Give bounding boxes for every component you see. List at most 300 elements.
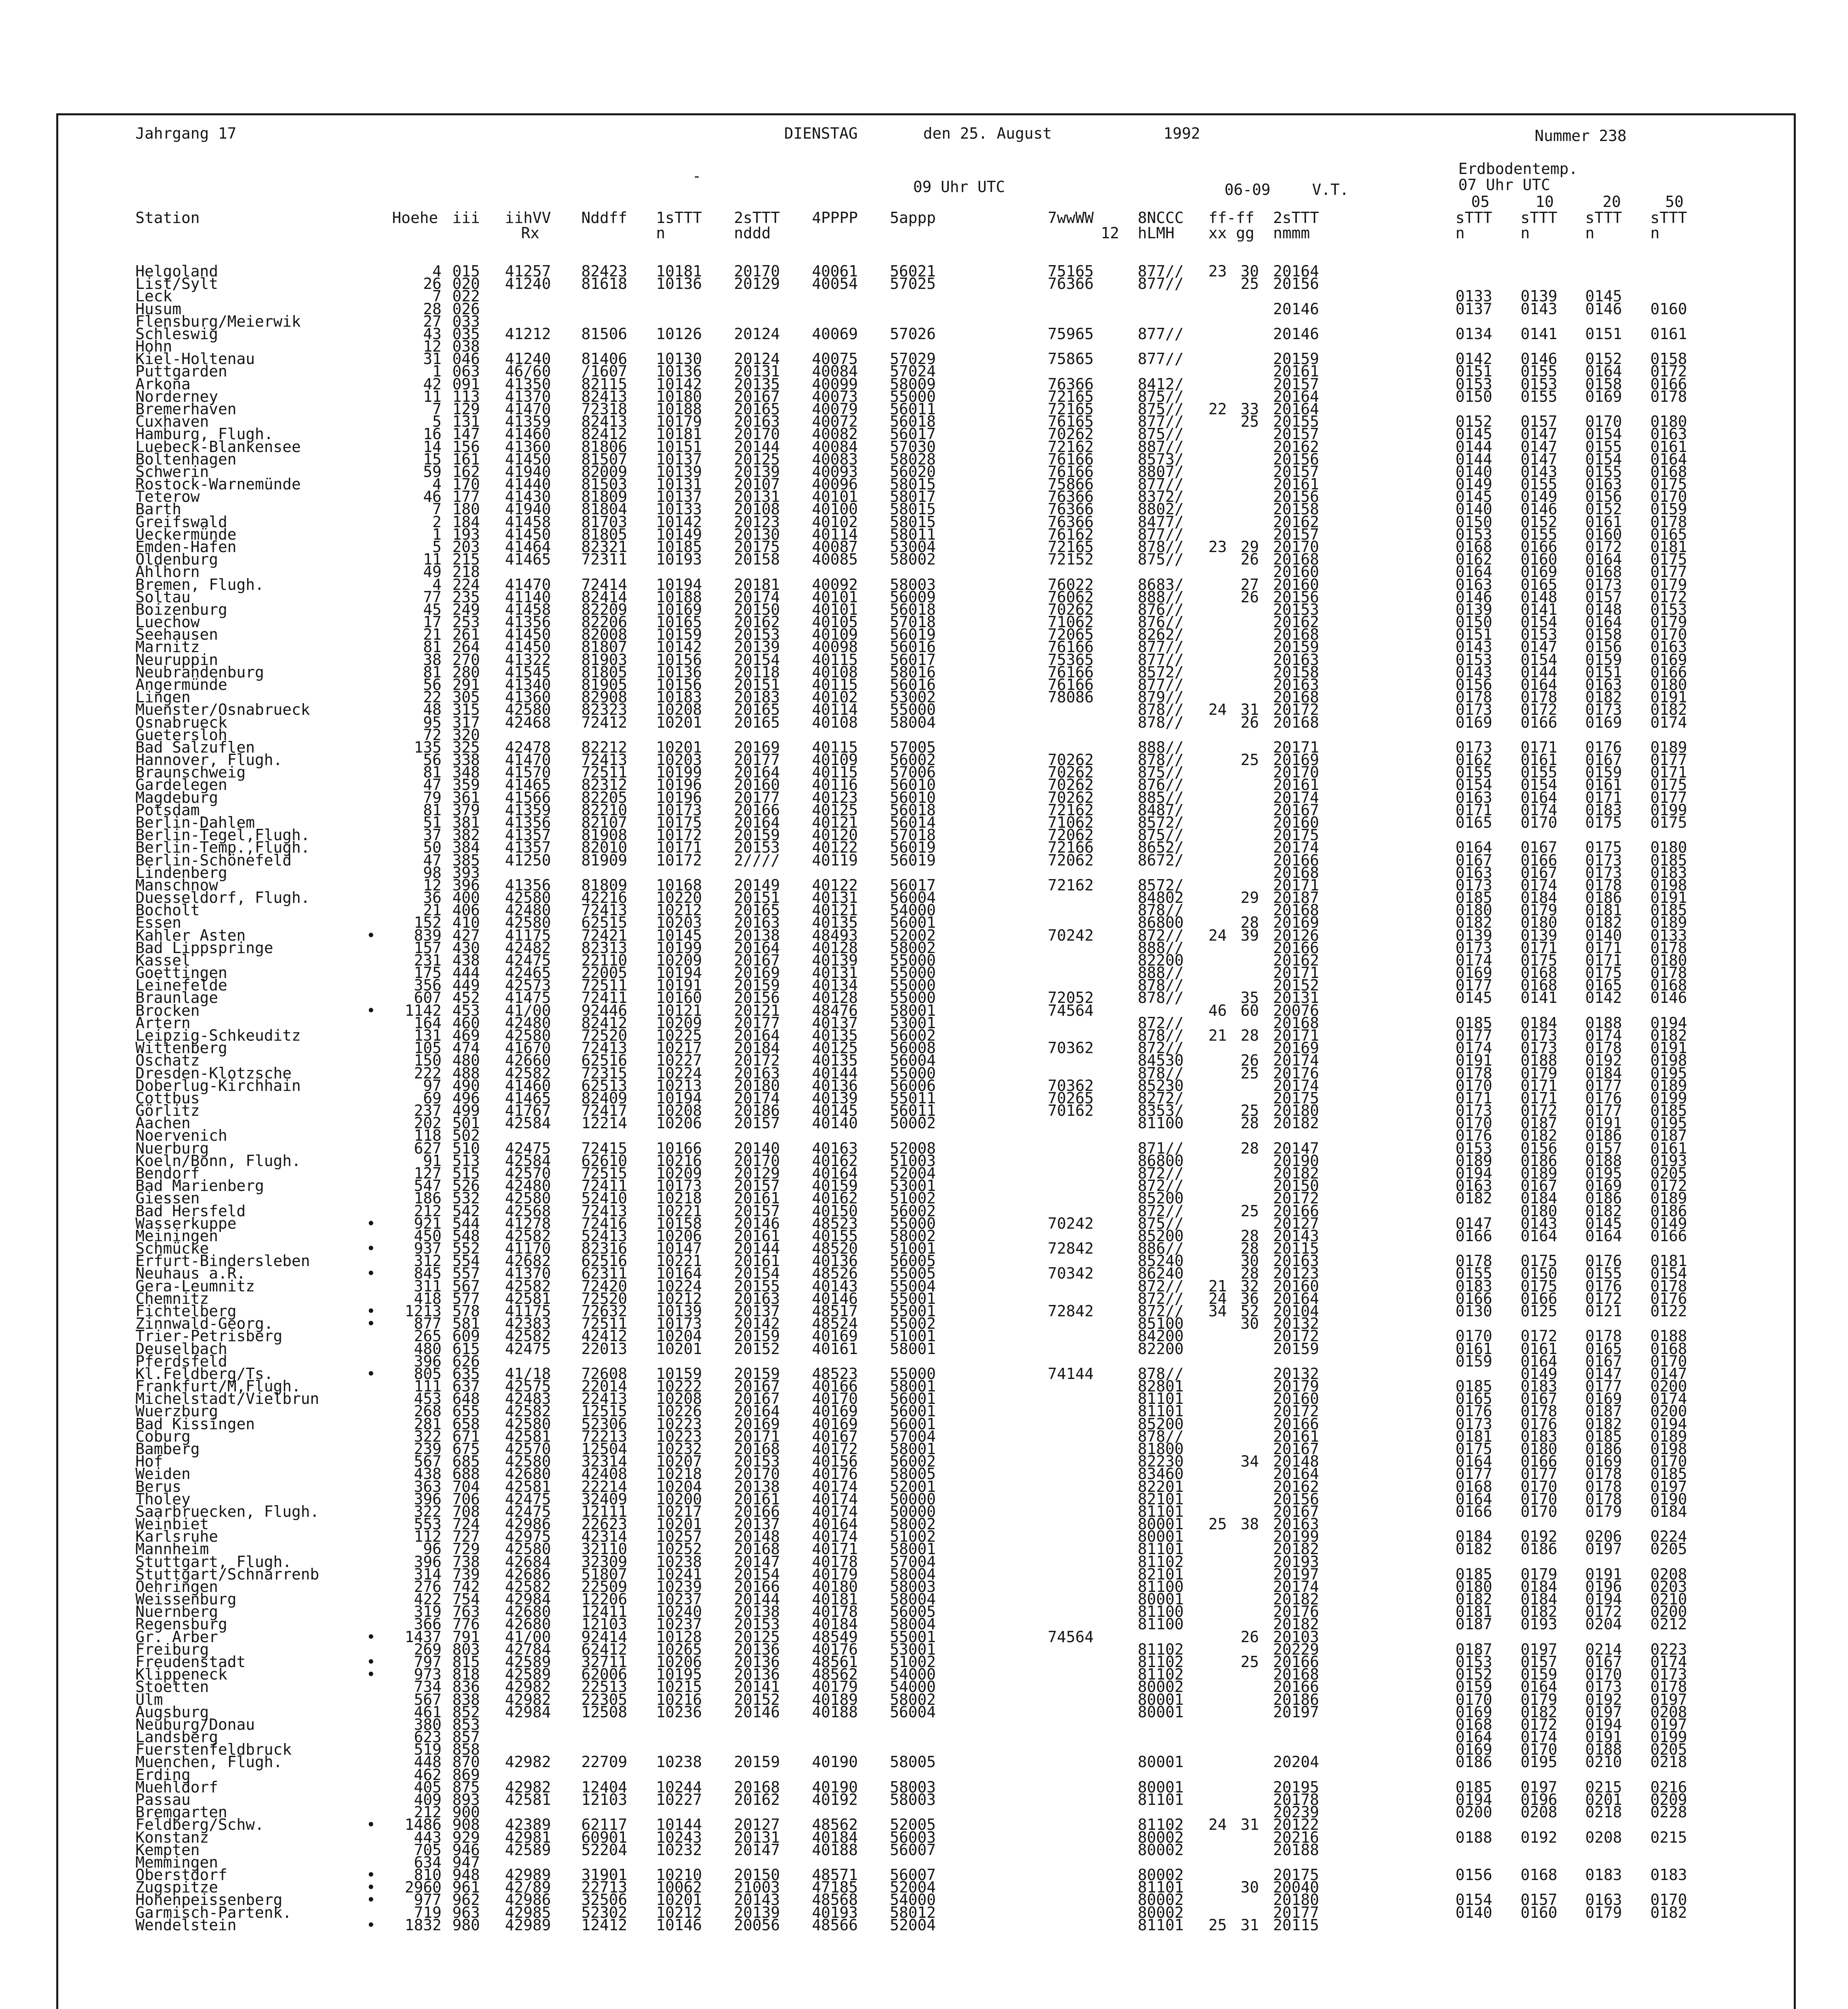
- cell-a5: 55001: [890, 1628, 936, 1646]
- cell-s20: 0159: [1585, 763, 1622, 782]
- cell-vt: 20182: [1273, 1114, 1319, 1132]
- mountain-station-marker: •: [366, 1365, 376, 1383]
- cell-p4: 40092: [812, 575, 858, 593]
- cell-s05: 0169: [1456, 713, 1492, 731]
- cell-s10: 0155: [1521, 763, 1558, 782]
- cell-s10: 0143: [1521, 462, 1558, 481]
- cell-ih: 42582: [505, 1577, 551, 1596]
- cell-n8: 81102: [1138, 1665, 1184, 1684]
- cell-t2: 20161: [734, 1252, 780, 1270]
- cell-name: Barth: [135, 500, 182, 518]
- cell-a5: 53001: [890, 1177, 936, 1195]
- cell-a5: 56004: [890, 1703, 936, 1721]
- table-row: [0, 325, 1848, 343]
- col-s05-sub: n: [1456, 224, 1465, 242]
- cell-a5: 58005: [890, 1465, 936, 1483]
- cell-s50: 0177: [1650, 563, 1687, 581]
- cell-iii: 253: [452, 613, 480, 631]
- cell-h: 17: [423, 613, 442, 631]
- cell-ih: 42482: [505, 939, 551, 957]
- cell-n8: 81102: [1138, 1653, 1184, 1671]
- cell-t1: 10195: [656, 1665, 702, 1684]
- cell-t2: 2////: [734, 851, 780, 869]
- cell-h: 448: [414, 1753, 442, 1771]
- cell-s10: 0147: [1521, 450, 1558, 468]
- cell-vt: 20163: [1273, 1515, 1319, 1533]
- cell-a5: 54000: [890, 901, 936, 919]
- cell-a5: 56006: [890, 1076, 936, 1095]
- cell-t2: 20138: [734, 1477, 780, 1495]
- cell-ih: 42989: [505, 1866, 551, 1884]
- cell-n8: 877//: [1138, 350, 1184, 368]
- cell-t1: 10227: [656, 1791, 702, 1809]
- cell-s10: 0164: [1521, 1227, 1558, 1245]
- cell-nd: 81506: [581, 325, 628, 343]
- cell-s50: 0165: [1650, 525, 1687, 543]
- cell-a5: 58002: [890, 939, 936, 957]
- mountain-station-marker: •: [366, 1214, 376, 1232]
- cell-h: 131: [414, 1027, 442, 1044]
- cell-vt: 20159: [1273, 1340, 1319, 1358]
- cell-n8: 81102: [1138, 1640, 1184, 1658]
- cell-name: Zinnwald-Georg.: [135, 1315, 274, 1333]
- cell-h: 7: [432, 400, 442, 418]
- cell-vt: 20159: [1273, 638, 1319, 656]
- cell-iii: 452: [452, 989, 480, 1007]
- cell-iii: 706: [452, 1490, 480, 1508]
- cell-s05: 0169: [1456, 1741, 1492, 1759]
- cell-s50: 0169: [1650, 651, 1687, 669]
- cell-name: Schwerin: [135, 462, 209, 481]
- cell-s10: 0175: [1521, 1252, 1558, 1270]
- cell-t2: 20151: [734, 675, 780, 694]
- cell-s10: 0186: [1521, 1152, 1558, 1170]
- cell-iii: 544: [452, 1214, 480, 1232]
- cell-s50: 0184: [1650, 1502, 1687, 1520]
- cell-t2: 20151: [734, 889, 780, 906]
- cell-h: 47: [423, 776, 442, 794]
- cell-name: Manschnow: [135, 876, 218, 894]
- cell-ih: 42981: [505, 1828, 551, 1846]
- cell-s20: 0187: [1585, 1402, 1622, 1420]
- cell-name: Feldberg/Schw.: [135, 1816, 264, 1834]
- cell-iii: 675: [452, 1440, 480, 1458]
- cell-a5: 57005: [890, 738, 936, 756]
- cell-s50: 0170: [1650, 1891, 1687, 1909]
- cell-n8: 81101: [1138, 1916, 1184, 1934]
- cell-s20: 0191: [1585, 1114, 1622, 1132]
- cell-ih: 41278: [505, 1214, 551, 1232]
- cell-ih: 42589: [505, 1653, 551, 1671]
- cell-p4: 40192: [812, 1791, 858, 1809]
- cell-t2: 20166: [734, 1502, 780, 1520]
- cell-t1: 10166: [656, 1139, 702, 1157]
- cell-t1: 10218: [656, 1465, 702, 1483]
- cell-ih: 42580: [505, 1415, 551, 1433]
- col-1sttt: 1sTTT: [656, 209, 702, 227]
- cell-nd: 72608: [581, 1365, 628, 1383]
- cell-t1: 10207: [656, 1453, 702, 1471]
- cell-iii: 869: [452, 1766, 480, 1784]
- cell-vt: 20122: [1273, 1816, 1319, 1834]
- cell-h: 45: [423, 600, 442, 618]
- cell-h: 118: [414, 1127, 442, 1145]
- cell-t2: 20129: [734, 275, 780, 293]
- cell-ih: 42475: [505, 1502, 551, 1520]
- cell-s50: 0200: [1650, 1377, 1687, 1395]
- cell-p4: 48549: [812, 1628, 858, 1646]
- cell-f2: 25: [1241, 275, 1259, 293]
- cell-t2: 20150: [734, 600, 780, 618]
- cell-a5: 56005: [890, 1252, 936, 1270]
- cell-h: 49: [423, 563, 442, 581]
- cell-n8: 80002: [1138, 1891, 1184, 1909]
- cell-s50: 0170: [1650, 488, 1687, 506]
- cell-s05: 0145: [1456, 989, 1492, 1007]
- cell-nd: 72520: [581, 1027, 628, 1044]
- cell-a5: 57026: [890, 325, 936, 343]
- cell-t1: 10168: [656, 876, 702, 894]
- cell-ih: 41356: [505, 876, 551, 894]
- cell-ih: 41566: [505, 788, 551, 806]
- cell-s10: 0179: [1521, 1565, 1558, 1583]
- cell-h: 56: [423, 675, 442, 694]
- cell-name: Wendelstein: [135, 1916, 237, 1934]
- cell-s05: 0161: [1456, 1340, 1492, 1358]
- cell-nd: 72511: [581, 1315, 628, 1333]
- cell-name: Bad Lippspringe: [135, 939, 274, 957]
- cell-n8: 872//: [1138, 1164, 1184, 1182]
- cell-ww: 72165: [1048, 400, 1094, 418]
- cell-s05: 0150: [1456, 387, 1492, 405]
- cell-iii: 215: [452, 550, 480, 569]
- cell-s05: 0169: [1456, 1703, 1492, 1721]
- cell-n8: 875//: [1138, 763, 1184, 782]
- cell-a5: 58016: [890, 663, 936, 681]
- cell-s50: 0122: [1650, 1302, 1687, 1320]
- cell-n8: 872//: [1138, 1014, 1184, 1032]
- cell-nd: 52410: [581, 1189, 628, 1207]
- cell-h: 7: [432, 287, 442, 305]
- cell-s50: 0191: [1650, 1039, 1687, 1057]
- cell-s05: 0133: [1456, 287, 1492, 305]
- cell-h: 937: [414, 1240, 442, 1257]
- cell-n8: 85200: [1138, 1189, 1184, 1207]
- cell-h: 222: [414, 1064, 442, 1082]
- cell-n8: 84802: [1138, 889, 1184, 906]
- cell-vt: 20169: [1273, 1039, 1319, 1057]
- cell-nd: 82115: [581, 375, 628, 393]
- cell-h: 11: [423, 387, 442, 405]
- cell-nd: 72213: [581, 1427, 628, 1445]
- cell-iii: 385: [452, 851, 480, 869]
- cell-s10: 0143: [1521, 300, 1558, 318]
- cell-ih: 41670: [505, 1039, 551, 1057]
- cell-a5: 50000: [890, 1502, 936, 1520]
- cell-ww: 70262: [1048, 600, 1094, 618]
- cell-s20: 0181: [1585, 901, 1622, 919]
- cell-h: 96: [423, 1540, 442, 1558]
- cell-t1: 10201: [656, 1515, 702, 1533]
- cell-iii: 853: [452, 1715, 480, 1733]
- cell-iii: 015: [452, 262, 480, 280]
- cell-iii: 948: [452, 1866, 480, 1884]
- cell-nd: 72415: [581, 1139, 628, 1157]
- col-ffff-sub: xx gg: [1208, 224, 1255, 242]
- cell-vt: 20158: [1273, 500, 1319, 518]
- cell-nd: 82312: [581, 776, 628, 794]
- cell-name: Saarbruecken, Flugh.: [135, 1502, 319, 1520]
- cell-t1: 10194: [656, 1089, 702, 1107]
- cell-s20: 0165: [1585, 976, 1622, 994]
- cell-h: 461: [414, 1703, 442, 1721]
- cell-name: Nuerburg: [135, 1139, 209, 1157]
- cell-ih: 42982: [505, 1778, 551, 1796]
- cell-ih: 42582: [505, 1064, 551, 1082]
- cell-s05: 0154: [1456, 1891, 1492, 1909]
- cell-s10: 0184: [1521, 1014, 1558, 1032]
- cell-nd: 81406: [581, 350, 628, 368]
- cell-p4: 40073: [812, 387, 858, 405]
- cell-s05: 0194: [1456, 1164, 1492, 1182]
- cell-s20: 0183: [1585, 1866, 1622, 1884]
- cell-vt: 20180: [1273, 1102, 1319, 1120]
- cell-s10: 0180: [1521, 1440, 1558, 1458]
- cell-t2: 20162: [734, 1791, 780, 1809]
- cell-a5: 56017: [890, 651, 936, 669]
- cell-t2: 20131: [734, 488, 780, 506]
- cell-ih: 41360: [505, 438, 551, 456]
- cell-ih: 42581: [505, 1791, 551, 1809]
- cell-ih: 42686: [505, 1565, 551, 1583]
- table-row: [0, 1791, 1848, 1809]
- cell-nd: 12504: [581, 1440, 628, 1458]
- cell-s20: 0201: [1585, 1791, 1622, 1809]
- cell-vt: 20168: [1273, 550, 1319, 569]
- cell-t1: 10156: [656, 651, 702, 669]
- cell-iii: 161: [452, 450, 480, 468]
- cell-name: Schleswig: [135, 325, 218, 343]
- cell-s10: 0164: [1521, 1678, 1558, 1696]
- cell-iii: 224: [452, 575, 480, 593]
- cell-h: 186: [414, 1189, 442, 1207]
- cell-s05: 0166: [1456, 1227, 1492, 1245]
- cell-t1: 10243: [656, 1828, 702, 1846]
- cell-ih: 42582: [505, 1402, 551, 1420]
- cell-ih: 41460: [505, 425, 551, 443]
- cell-name: Berus: [135, 1477, 182, 1495]
- cell-name: Luebeck-Blankensee: [135, 438, 301, 456]
- cell-name: Wuerzburg: [135, 1402, 218, 1420]
- cell-h: 15: [423, 450, 442, 468]
- cell-nd: 72416: [581, 1214, 628, 1232]
- cell-a5: 56010: [890, 788, 936, 806]
- cell-n8: 877//: [1138, 675, 1184, 694]
- cell-h: 51: [423, 813, 442, 831]
- cell-ih: 41450: [505, 638, 551, 656]
- cell-t2: 20160: [734, 776, 780, 794]
- cell-t1: 10169: [656, 600, 702, 618]
- cell-s05: 0177: [1456, 1465, 1492, 1483]
- cell-n8: 875//: [1138, 425, 1184, 443]
- cell-vt: 20168: [1273, 1014, 1319, 1032]
- cell-a5: 56001: [890, 1402, 936, 1420]
- cell-s10: 0161: [1521, 1340, 1558, 1358]
- cell-s20: 0169: [1585, 713, 1622, 731]
- cell-a5: 50002: [890, 1114, 936, 1132]
- cell-vt: 20160: [1273, 1277, 1319, 1295]
- cell-p4: 40069: [812, 325, 858, 343]
- cell-h: 314: [414, 1565, 442, 1583]
- cell-t2: 20163: [734, 914, 780, 932]
- cell-a5: 51002: [890, 1653, 936, 1671]
- cell-s50: 0172: [1650, 588, 1687, 606]
- cell-name: Erfurt-Bindersleben: [135, 1252, 310, 1270]
- cell-nd: 62117: [581, 1816, 628, 1834]
- cell-p4: 40098: [812, 638, 858, 656]
- cell-nd: 81703: [581, 513, 628, 531]
- cell-name: Görlitz: [135, 1102, 200, 1120]
- cell-p4: 40188: [812, 1841, 858, 1859]
- cell-nd: 22709: [581, 1753, 628, 1771]
- col-iihvv: iihVV: [505, 209, 551, 227]
- cell-s20: 0179: [1585, 1502, 1622, 1520]
- cell-n8: 875//: [1138, 826, 1184, 844]
- cell-vt: 20150: [1273, 1177, 1319, 1195]
- cell-s20: 0152: [1585, 350, 1622, 368]
- cell-p4: 40121: [812, 901, 858, 919]
- cell-a5: 56017: [890, 876, 936, 894]
- cell-iii: 338: [452, 751, 480, 769]
- cell-ih: 42975: [505, 1528, 551, 1546]
- cell-ww: 74144: [1048, 1365, 1094, 1383]
- cell-vt: 20164: [1273, 387, 1319, 405]
- cell-p4: 40131: [812, 964, 858, 982]
- cell-p4: 40180: [812, 1577, 858, 1596]
- cell-t2: 20124: [734, 325, 780, 343]
- cell-iii: 724: [452, 1515, 480, 1533]
- cell-s10: 0175: [1521, 1277, 1558, 1295]
- cell-n8: 85100: [1138, 1315, 1184, 1333]
- cell-p4: 40115: [812, 738, 858, 756]
- cell-ih: 42480: [505, 901, 551, 919]
- cell-t1: 10223: [656, 1427, 702, 1445]
- cell-n8: 878//: [1138, 701, 1184, 719]
- cell-s10: 0159: [1521, 1665, 1558, 1684]
- cell-f1: 21: [1208, 1277, 1227, 1295]
- cell-name: Duesseldorf, Flugh.: [135, 889, 310, 906]
- cell-nd: 62006: [581, 1665, 628, 1684]
- cell-t1: 10201: [656, 1891, 702, 1909]
- cell-t2: 20168: [734, 1778, 780, 1796]
- cell-name: Hohenpeissenberg: [135, 1891, 283, 1909]
- cell-p4: 47185: [812, 1878, 858, 1896]
- cell-s05: 0162: [1456, 550, 1492, 569]
- cell-t2: 20159: [734, 826, 780, 844]
- cell-s05: 0152: [1456, 1665, 1492, 1684]
- cell-s20: 0188: [1585, 1152, 1622, 1170]
- cell-s10: 0189: [1521, 1164, 1558, 1182]
- cell-s20: 0169: [1585, 1177, 1622, 1195]
- cell-s20: 0194: [1585, 1715, 1622, 1733]
- cell-iii: 567: [452, 1277, 480, 1295]
- cell-n8: 81101: [1138, 1402, 1184, 1420]
- cell-t2: 20137: [734, 1515, 780, 1533]
- cell-iii: 836: [452, 1678, 480, 1696]
- cell-s20: 0169: [1585, 387, 1622, 405]
- cell-nd: 82210: [581, 801, 628, 819]
- cell-t2: 20161: [734, 1490, 780, 1508]
- cell-s50: 0179: [1650, 575, 1687, 593]
- cell-s05: 0142: [1456, 350, 1492, 368]
- cell-s20: 0164: [1585, 362, 1622, 381]
- cell-s50: 0187: [1650, 1127, 1687, 1145]
- cell-s50: 0182: [1650, 1027, 1687, 1044]
- cell-iii: 449: [452, 976, 480, 994]
- cell-h: 281: [414, 1415, 442, 1433]
- cell-p4: 40161: [812, 1340, 858, 1358]
- cell-a5: 55000: [890, 1064, 936, 1082]
- cell-s10: 0164: [1521, 1352, 1558, 1370]
- cell-ww: 75866: [1048, 475, 1094, 493]
- cell-s10: 0183: [1521, 1377, 1558, 1395]
- col-s50: sTTT: [1650, 209, 1687, 227]
- cell-s50: 0159: [1650, 500, 1687, 518]
- cell-n8: 887//: [1138, 438, 1184, 456]
- cell-h: 607: [414, 989, 442, 1007]
- cell-ih: 42580: [505, 1189, 551, 1207]
- cell-s05: 0170: [1456, 1327, 1492, 1345]
- cell-h: 623: [414, 1728, 442, 1746]
- cell-iii: 235: [452, 588, 480, 606]
- cell-vt: 20171: [1273, 738, 1319, 756]
- cell-s20: 0174: [1585, 1027, 1622, 1044]
- cell-t2: 20153: [734, 1453, 780, 1471]
- col-8nccc-sub: hLMH: [1138, 224, 1175, 242]
- cell-a5: 53001: [890, 1014, 936, 1032]
- cell-h: 72: [423, 726, 442, 744]
- cell-p4: 40120: [812, 826, 858, 844]
- cell-iii: 264: [452, 638, 480, 656]
- cell-p4: 48571: [812, 1866, 858, 1884]
- cell-p4: 40135: [812, 1027, 858, 1044]
- cell-t2: 20170: [734, 262, 780, 280]
- cell-f2: 26: [1241, 550, 1259, 569]
- cell-h: 135: [414, 738, 442, 756]
- cell-name: Luechow: [135, 613, 200, 631]
- cell-s10: 0143: [1521, 1214, 1558, 1232]
- cell-s50: 0177: [1650, 751, 1687, 769]
- cell-ww: 72842: [1048, 1240, 1094, 1257]
- cell-h: 212: [414, 1803, 442, 1821]
- cell-ih: 42483: [505, 1390, 551, 1408]
- cell-name: Potsdam: [135, 801, 200, 819]
- cell-vt: 20162: [1273, 613, 1319, 631]
- cell-s05: 0151: [1456, 362, 1492, 381]
- cell-h: 97: [423, 1076, 442, 1095]
- cell-name: Berlin-Temp.,Flugh.: [135, 839, 310, 857]
- cell-nd: 12508: [581, 1703, 628, 1721]
- cell-t2: 20153: [734, 1615, 780, 1633]
- cell-s20: 0173: [1585, 851, 1622, 869]
- col-2sttt: 2sTTT: [734, 209, 780, 227]
- cell-t2: 20121: [734, 1001, 780, 1019]
- cell-t1: 10180: [656, 387, 702, 405]
- cell-p4: 40128: [812, 989, 858, 1007]
- cell-p4: 48523: [812, 1214, 858, 1232]
- mountain-station-marker: •: [366, 1816, 376, 1834]
- cell-vt: 20172: [1273, 701, 1319, 719]
